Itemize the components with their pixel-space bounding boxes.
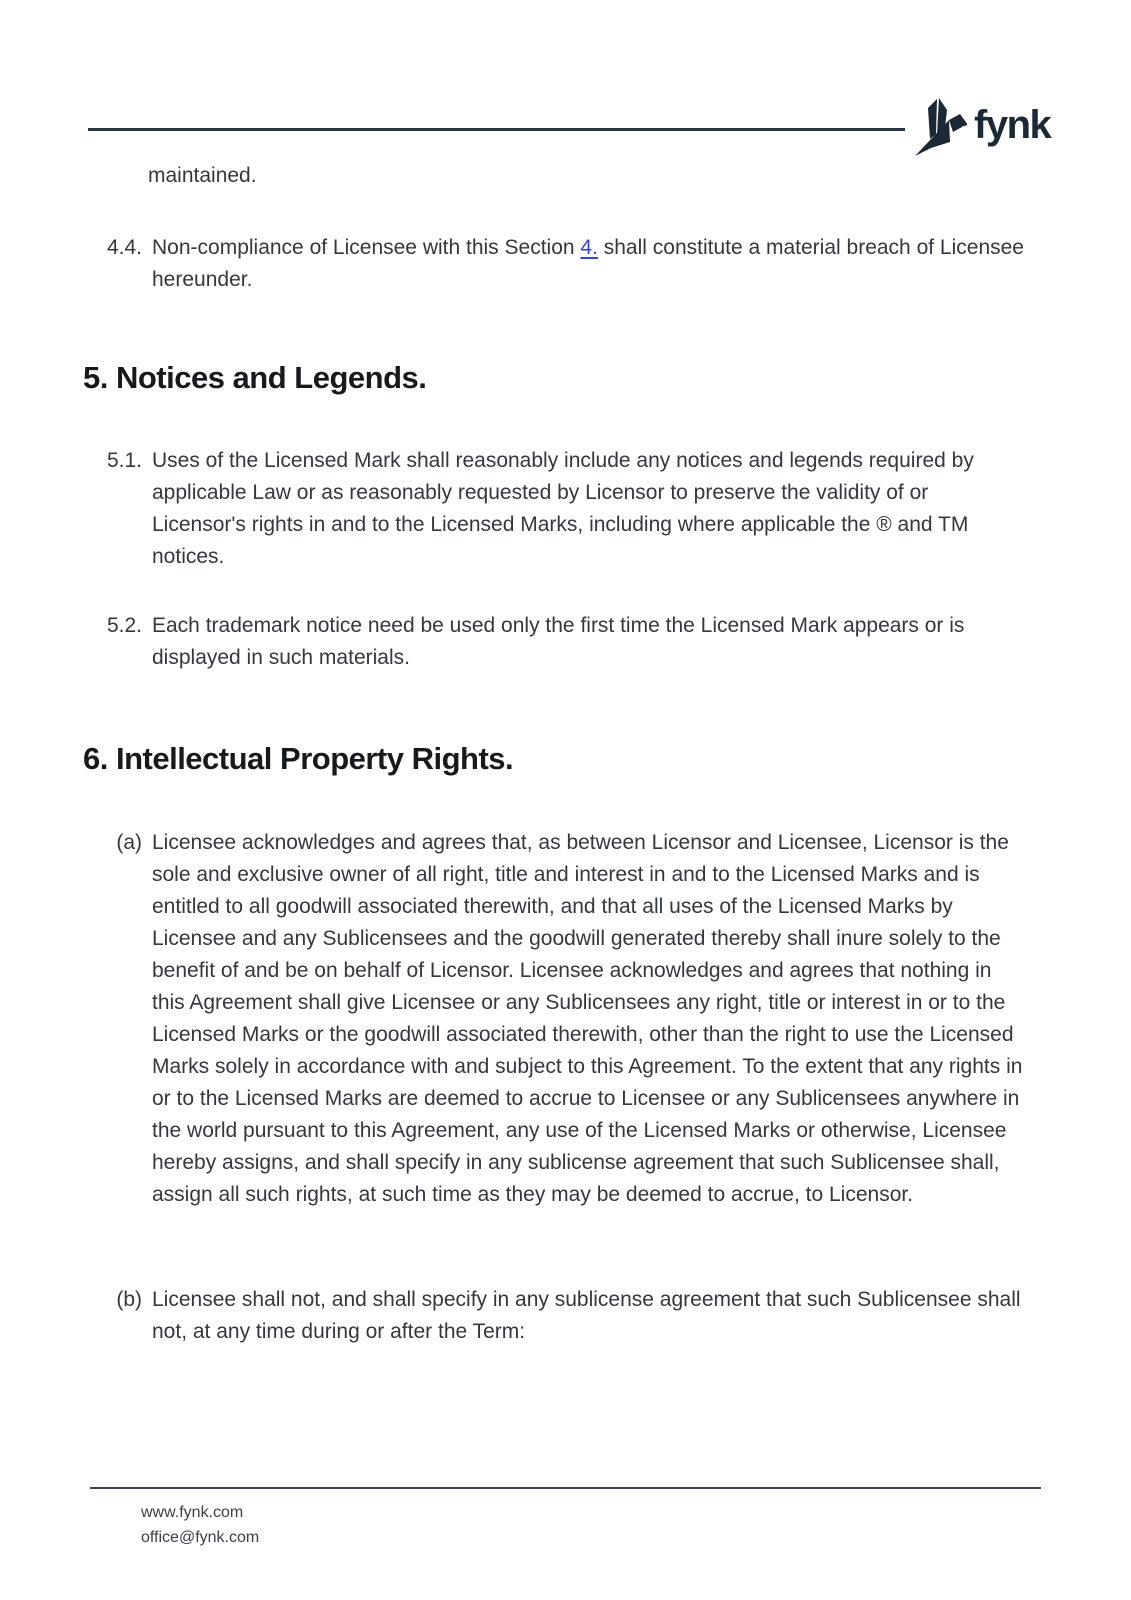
fynk-wordmark: fynk	[974, 103, 1051, 147]
clause-5-2-text: Each trademark notice need be used only the first time the Licensed Mark appears or is displayed in such materials.	[152, 614, 965, 669]
clause-6-a-text: Licensee acknowledges and agrees that, as between Licensor and Licensee, Licensor is the sole and exclusive owner of all right, title and interest in and to the Licensed Marks and is entitled to all goodwill associated therewith, and that all uses of the Licensed Marks by Licensee and any Sublicensees and the goodwill generated thereby shall inure solely to the benefit of and be on behalf of Licensor. Licensee acknowledges and agrees that nothing in this Agreement shall give Licensee or any Sublicensees any right, title or interest in or to the Licensed Marks or the goodwill associated therewith, other than the right to use the Licensed Marks solely in accordance with and subject to this Agreement. To the extent that any rights in or to the Licensed Marks are deemed to accrue to Licensee or any Sublicensees anywhere in the world pursuant to this Agreement, any use of the Licensed Marks or otherwise, Licensee hereby assigns, and shall specify in any sublicense agreement that such Sublicensee shall, assign all such rights, at such time as they may be deemed to accrue, to Licensor.	[152, 831, 1023, 1206]
clause-5-1	[0, 445, 1040, 573]
clause-4-4-text-before-link: Non-compliance of Licensee with this Section	[152, 236, 581, 259]
footer-rule	[90, 1487, 1041, 1489]
section-4-cross-reference-link[interactable]: 4.	[580, 236, 598, 259]
footer	[141, 1500, 259, 1550]
clause-4-4-text	[152, 232, 1024, 296]
clause-4-4-text-after-link: shall constitute a material breach of Licensee hereunder.	[152, 236, 1024, 291]
fynk-logo	[911, 98, 1050, 158]
clause-6-b-text: Licensee shall not, and shall specify in any sublicense agreement that such Sublicensee shall not, at any time during or after the Term:	[152, 1288, 1021, 1343]
section-6-heading: 6. Intellectual Property Rights.	[83, 741, 514, 776]
clause-4-4-number: 4.4.	[106, 236, 142, 259]
fynk-crane-icon	[911, 98, 967, 158]
clause-5-1-number: 5.1.	[106, 449, 142, 472]
clause-5-2	[0, 610, 1040, 674]
clause-6-b	[0, 1284, 1040, 1348]
footer-email: office@fynk.com	[141, 1529, 260, 1546]
section-5-heading: 5. Notices and Legends.	[83, 360, 427, 395]
footer-website: www.fynk.com	[141, 1504, 244, 1521]
clause-6-a-marker: (a)	[116, 831, 142, 854]
clause-5-1-text: Uses of the Licensed Mark shall reasonably include any notices and legends required by applicable Law or as reasonably requested by Licensor to preserve the validity of or Licensor's rights in and to the Licensed Marks, including where applicable the ® and TM notices.	[152, 449, 974, 568]
clause-4-4	[0, 232, 1040, 296]
clause-4-3-continuation: maintained.	[148, 164, 257, 187]
clause-6-a	[0, 827, 1040, 1211]
header-rule	[88, 128, 905, 131]
clause-5-2-number: 5.2.	[106, 614, 142, 637]
clause-6-b-marker: (b)	[116, 1288, 142, 1311]
